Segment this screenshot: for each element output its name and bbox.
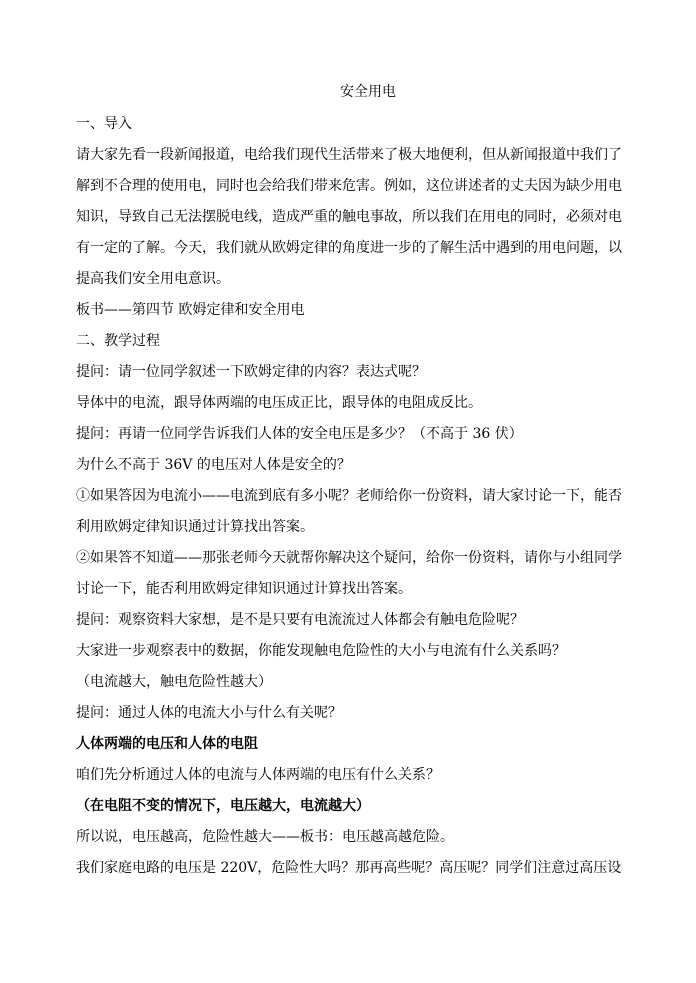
paragraph-line: ①如果答因为电流小——电流到底有多小呢？老师给你一份资料，请大家讨论一下，能否 bbox=[76, 488, 622, 504]
paragraph-line: 提问：请一位同学叙述一下欧姆定律的内容？表达式呢？ bbox=[76, 364, 426, 380]
paragraph-line: ②如果答不知道——那张老师今天就帮你解决这个疑问，给你一份资料，请你与小组同学 bbox=[76, 550, 622, 566]
paragraph-line: 提问：通过人体的电流大小与什么有关呢？ bbox=[76, 705, 342, 721]
paragraph-line: 大家进一步观察表中的数据，你能发现触电危险性的大小与电流有什么关系吗？ bbox=[76, 643, 566, 659]
section-heading: 一、导入 bbox=[76, 116, 132, 132]
paragraph-line: 有一定的了解。今天，我们就从欧姆定律的角度进一步的了解生活中遇到的用电问题，以 bbox=[76, 240, 622, 256]
bold-answer: （在电阻不变的情况下，电压越大，电流越大） bbox=[76, 798, 370, 814]
paragraph-line: 知识，导致自己无法摆脱电线，造成严重的触电事故，所以我们在用电的同时，必须对电 bbox=[76, 209, 622, 225]
paragraph-line: 请大家先看一段新闻报道，电给我们现代生活带来了极大地便利，但从新闻报道中我们了 bbox=[76, 147, 622, 163]
paragraph-line: 提问：观察资料大家想，是不是只要有电流流过人体都会有触电危险呢？ bbox=[76, 612, 524, 628]
paragraph-line: 咱们先分析通过人体的电流与人体两端的电压有什么关系？ bbox=[76, 767, 440, 783]
paragraph-line: 所以说，电压越高，危险性越大——板书：电压越高越危险。 bbox=[76, 829, 454, 845]
paragraph-line: 为什么不高于 36V 的电压对人体是安全的？ bbox=[76, 457, 351, 473]
document-title: 安全用电 bbox=[340, 84, 396, 100]
paragraph-line: 解到不合理的使用电，同时也会给我们带来危害。例如，这位讲述者的丈夫因为缺少用电 bbox=[76, 178, 622, 194]
board-note: 板书——第四节 欧姆定律和安全用电 bbox=[76, 302, 305, 318]
paragraph-line: 讨论一下，能否利用欧姆定律知识通过计算找出答案。 bbox=[76, 581, 412, 597]
paragraph-line: 利用欧姆定律知识通过计算找出答案。 bbox=[76, 519, 314, 535]
bold-heading: 人体两端的电压和人体的电阻 bbox=[76, 736, 258, 752]
section-heading: 二、教学过程 bbox=[76, 333, 160, 349]
paragraph-line: （电流越大，触电危险性越大） bbox=[76, 674, 272, 690]
paragraph-line: 提问：再请一位同学告诉我们人体的安全电压是多少？（不高于 36 伏） bbox=[76, 426, 523, 442]
paragraph-line: 提高我们安全用电意识。 bbox=[76, 271, 230, 287]
paragraph-line: 我们家庭电路的电压是 220V，危险性大吗？那再高些呢？高压呢？同学们注意过高压设 bbox=[76, 860, 622, 876]
paragraph-line: 导体中的电流，跟导体两端的电压成正比，跟导体的电阻成反比。 bbox=[76, 395, 482, 411]
